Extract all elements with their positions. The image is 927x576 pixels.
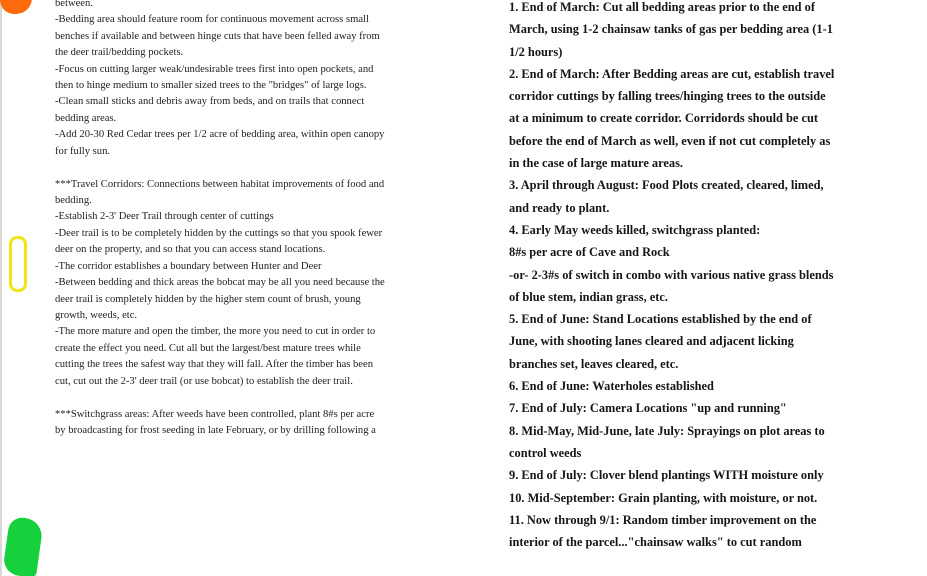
text-line: -Establish 2-3' Deer Trail through center of cuttings <box>55 211 274 223</box>
schedule-line: 1/2 hours) <box>509 44 563 59</box>
schedule-line: and ready to plant. <box>509 200 610 215</box>
schedule-line: 8. Mid-May, Mid-June, late July: Sprayings on plot areas to <box>509 423 825 438</box>
text-line: cut, cut out the 2-3' deer trail (or use bobcat) to establish the deer trail. <box>55 375 353 387</box>
text-line: benches if available and between hinge cuts that have been felled away from <box>55 30 380 42</box>
text-line: create the effect you need. Cut all but the largest/best mature trees while <box>55 342 361 354</box>
schedule-line: of blue stem, indian grass, etc. <box>509 289 669 304</box>
text-line: -Deer trail is to be completely hidden by the cuttings so that you spook fewer <box>55 227 383 239</box>
text-line: -Bedding area should feature room for continuous movement across small <box>55 14 369 26</box>
schedule-line: 7. End of July: Camera Locations "up and running" <box>509 401 787 416</box>
schedule-line: 2. End of March: After Bedding areas are cut, establish travel <box>509 66 835 81</box>
left-text-column <box>55 0 495 439</box>
page-border <box>0 0 2 576</box>
text-line: deer trail is completely hidden by the higher stem count of brush, young <box>55 293 361 305</box>
schedule-line: corridor cuttings by falling trees/hinging trees to the outside <box>509 89 826 104</box>
text-line: by broadcasting for frost seeding in late February, or by drilling following a <box>55 424 376 436</box>
schedule-line: control weeds <box>509 445 582 460</box>
text-line: for fully sun. <box>55 145 111 157</box>
yellow-outline-marker <box>9 236 27 292</box>
text-line: -Between bedding and thick areas the bobcat may be all you need because the <box>55 277 385 289</box>
text-line: then to hinge medium to smaller sized trees to the "bridges" of large logs. <box>55 80 367 92</box>
switchgrass-section <box>55 407 495 440</box>
schedule-line: 11. Now through 9/1: Random timber improvement on the <box>509 512 817 527</box>
text-line: bedding areas. <box>55 112 117 124</box>
bedding-section <box>55 0 495 160</box>
schedule-line: interior of the parcel..."chainsaw walks" to cut random <box>509 535 802 550</box>
green-highlight-marker <box>2 516 44 576</box>
section-heading: ***Switchgrass areas: After weeds have been controlled, plant 8#s per acre <box>55 408 375 420</box>
text-line: -Focus on cutting larger weak/undesirable trees first into open pockets, and <box>55 63 374 75</box>
right-text-column <box>509 0 925 553</box>
schedule-line: March, using 1-2 chainsaw tanks of gas per bedding area (1-1 <box>509 22 833 37</box>
text-line: cutting the trees the safest way that they will fall. After the timber has been <box>55 359 374 371</box>
text-line: -The corridor establishes a boundary between Hunter and Deer <box>55 260 322 272</box>
schedule-line: in the case of large mature areas. <box>509 156 684 171</box>
text-line: the deer trail/bedding pockets. <box>55 47 184 59</box>
schedule-line: 6. End of June: Waterholes established <box>509 379 714 394</box>
schedule-line: -or- 2-3#s of switch in combo with various native grass blends <box>509 267 834 282</box>
schedule-line: June, with shooting lanes cleared and adjacent licking <box>509 334 794 349</box>
travel-corridors-section <box>55 177 495 390</box>
schedule-line: 1. End of March: Cut all bedding areas prior to the end of <box>509 0 815 14</box>
text-line: growth, weeds, etc. <box>55 309 138 321</box>
text-line: bedding. <box>55 195 92 207</box>
text-line: deer on the property, and so that you can access stand locations. <box>55 244 326 256</box>
text-line: -Add 20-30 Red Cedar trees per 1/2 acre of bedding area, within open canopy <box>55 129 385 141</box>
schedule-line: 10. Mid-September: Grain planting, with moisture, or not. <box>509 490 818 505</box>
schedule-line: 3. April through August: Food Plots created, cleared, limed, <box>509 178 824 193</box>
section-heading: ***Travel Corridors: Connections between habitat improvements of food and <box>55 178 385 190</box>
text-line: -Clean small sticks and debris away from beds, and on trails that connect <box>55 96 365 108</box>
text-line: -The more mature and open the timber, the more you need to cut in order to <box>55 326 376 338</box>
orange-highlight-marker <box>0 0 32 14</box>
schedule-line: 5. End of June: Stand Locations established by the end of <box>509 312 812 327</box>
schedule-line: 9. End of July: Clover blend plantings WITH moisture only <box>509 468 824 483</box>
schedule-line: 4. Early May weeds killed, switchgrass planted: <box>509 222 761 237</box>
schedule-line: before the end of March as well, even if not cut completely as <box>509 133 831 148</box>
text-line: between. <box>55 0 93 9</box>
schedule-line: branches set, leaves cleared, etc. <box>509 356 679 371</box>
schedule-line: 8#s per acre of Cave and Rock <box>509 245 670 260</box>
schedule-line: at a minimum to create corridor. Corridords should be cut <box>509 111 819 126</box>
